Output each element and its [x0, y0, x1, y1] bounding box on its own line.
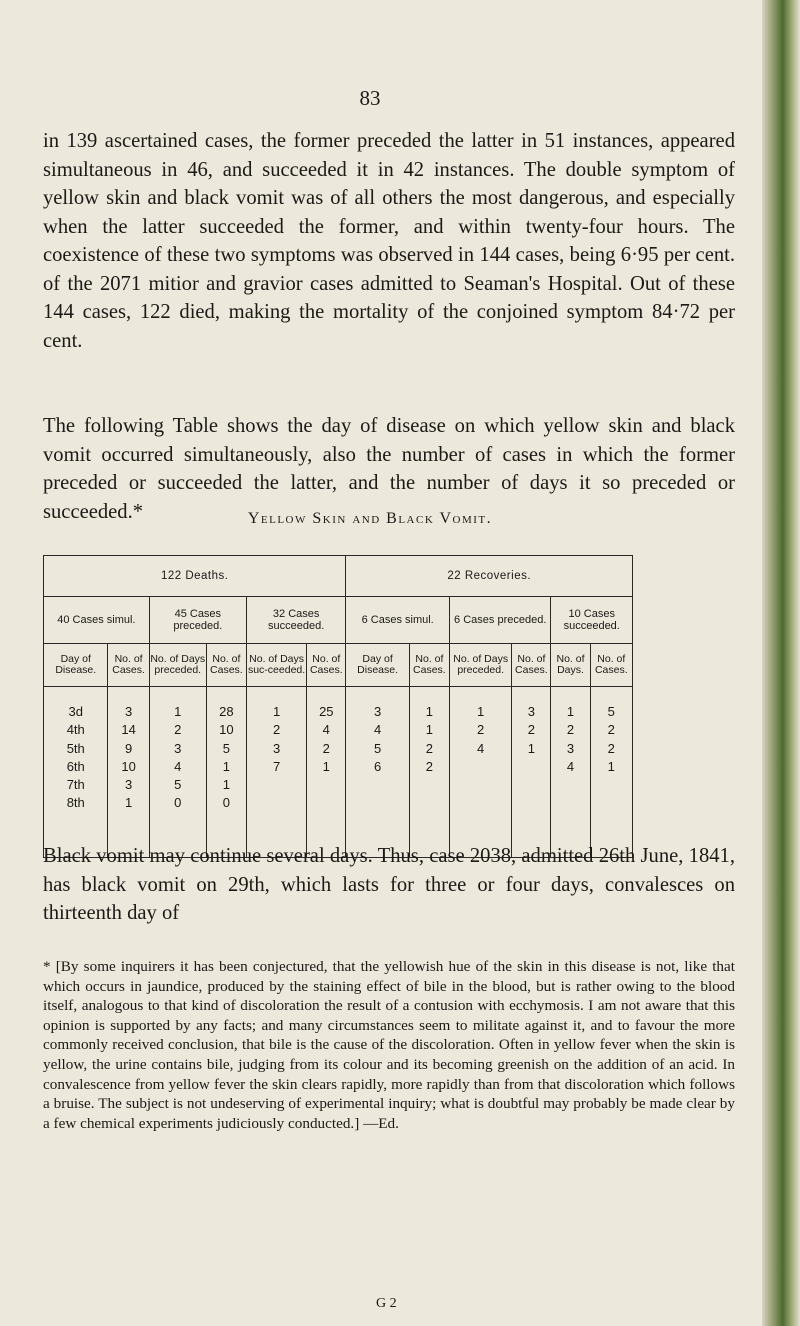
column-header: Day of Disease.: [346, 644, 409, 687]
table-title: Yellow Skin and Black Vomit.: [247, 510, 493, 527]
table-cell: 4: [373, 722, 382, 738]
table-cell: 4: [477, 740, 485, 756]
table-cell: 14: [121, 722, 136, 738]
table-cell: 10: [121, 758, 136, 774]
column-header: No. of Cases.: [206, 644, 246, 687]
table-cell: 8th: [66, 795, 85, 811]
column-header: No. of Days preceded.: [149, 644, 206, 687]
table-cell: 28: [219, 704, 234, 719]
column-header: Day of Disease.: [44, 644, 108, 687]
yellow-skin-black-vomit-table: [43, 555, 633, 858]
table-cell: 5th: [66, 740, 85, 756]
table-cell: 2: [425, 758, 434, 774]
subgroup-header: 40 Cases simul.: [44, 597, 150, 644]
table-cell: 3: [124, 704, 133, 719]
page-number: 83: [359, 86, 381, 110]
table-column-cells: [551, 687, 590, 858]
table-column-cells: [512, 687, 551, 858]
table-cell: 5: [373, 740, 382, 756]
subgroup-header: 10 Cases succeeded.: [551, 597, 633, 644]
paragraph-table-intro: The following Table shows the day of disease on which yellow skin and black vomit occurred simultaneously, also the number of cases in which the former preceded or succeeded the latter, and the number of days it so preceded or succeeded.*: [43, 415, 735, 523]
table-cell: 1: [607, 758, 615, 774]
table-column-cells: [449, 687, 511, 858]
column-header: No. of Cases.: [409, 644, 449, 687]
subgroup-header: 45 Cases preceded.: [149, 597, 246, 644]
table-cell: 2: [566, 722, 575, 738]
table-cell: 1: [272, 704, 281, 719]
table-column-cells: [590, 687, 632, 858]
table-column-cells: [409, 687, 449, 858]
table-cell: 7th: [66, 777, 85, 793]
table-cell: 9: [124, 740, 133, 756]
table-column-cells: [44, 687, 108, 858]
table-cell: 0: [222, 795, 230, 811]
subgroup-header: 32 Cases succeeded.: [246, 597, 345, 644]
table-cell: 6: [373, 758, 382, 774]
subgroup-header: 6 Cases simul.: [346, 597, 450, 644]
table-cell: 1: [425, 722, 434, 738]
table-column-cells: [206, 687, 246, 858]
paragraph-black-vomit: Black vomit may continue several days. Thus, case 2038, admitted 26th June, 1841, has black vomit on 29th, which lasts for three or four days, convalesces on thirteenth day of: [43, 845, 735, 924]
table-cell: 2: [272, 722, 281, 738]
table-cell: 5: [174, 777, 182, 793]
table-cell: 4th: [66, 722, 85, 738]
table-cell: 4: [174, 758, 182, 774]
column-header: No. of Cases.: [590, 644, 632, 687]
table-cell: 1: [477, 704, 485, 719]
table-cell: 3: [527, 704, 536, 719]
paragraph-intro: in 139 ascertained cases, the former preceded the latter in 51 instances, appeared simultaneous in 46, and succeeded it in 42 instances. The double symptom of yellow skin and black vomit was of all others the most dangerous, and especially when the latter succeeded the former, and within twenty-four hours. The coexistence of these two symptoms was observed in 144 cases, being 6·95 per cent. of the 2071 mitior and gravior cases admitted to Seaman's Hospital. Out of these 144 cases, 122 died, making the mortality of the conjoined symptom 84·72 per cent.: [43, 130, 735, 352]
table-cell: 2: [527, 722, 536, 738]
column-header: No. of Cases.: [512, 644, 551, 687]
table-column-cells: [108, 687, 149, 858]
table-cell: 3: [174, 740, 182, 756]
column-header: No. of Cases.: [307, 644, 346, 687]
column-header: No. of Days suc-ceeded.: [246, 644, 306, 687]
table-column-cells: [307, 687, 346, 858]
column-header: No. of Cases.: [108, 644, 149, 687]
table-cell: 2: [607, 722, 615, 738]
table-cell: 1: [174, 704, 182, 719]
table-cell: 7: [272, 758, 281, 774]
table-cell: 1: [425, 704, 434, 719]
table-cell: 1: [124, 795, 133, 811]
table-cell: 5: [222, 740, 230, 756]
signature-mark: G 2: [376, 1296, 397, 1311]
table-cell: 4: [322, 722, 330, 738]
table-cell: 1: [222, 777, 230, 793]
footnote: * [By some inquirers it has been conjectured, that the yellowish hue of the skin in this disease is not, like that which occurs in jaundice, produced by the staining effect of bile in the blood, but is rather owing to the blood itself, analogous to that kind of discoloration the result of a contusion with ecchymosis. I am not aware that this opinion is supported by any facts; and many circumstances seem to militate against it, and to favour the more commonly received conclusion, that bile is the cause of the discoloration. Often in yellow fever when the skin is yellow, the urine contains bile, judging from its colour and its becoming greenish on the addition of an acid. In convalescence from yellow fever the skin clears rapidly, more rapidly than from that discoloration which follows a bruise. The subject is not undeserving of experimental inquiry; what is doubtful may probably be made clear by a few chemical experiments judiciously conducted.] —Ed.: [43, 958, 735, 1132]
column-header: No. of Days preceded.: [449, 644, 511, 687]
table-cell: 2: [322, 740, 330, 756]
group-recoveries: 22 Recoveries.: [346, 556, 633, 597]
table-cell: 1: [222, 758, 230, 774]
table-cell: 5: [607, 704, 615, 719]
table-cell: 3: [373, 704, 382, 719]
table-cell: 2: [425, 740, 434, 756]
table-cell: 3d: [68, 704, 83, 719]
table-cell: 2: [607, 740, 615, 756]
table-cell: 3: [566, 740, 575, 756]
table-cell: 4: [566, 758, 575, 774]
table-cell: 2: [477, 722, 485, 738]
table-cell: 10: [219, 722, 234, 738]
table-cell: 6th: [66, 758, 85, 774]
table-column-cells: [149, 687, 206, 858]
subgroup-header: 6 Cases preceded.: [449, 597, 550, 644]
table-cell: 25: [319, 704, 334, 719]
table-cell: 1: [322, 758, 330, 774]
table-cell: 1: [527, 740, 536, 756]
table-cell: 0: [174, 795, 182, 811]
table-cell: 3: [124, 777, 133, 793]
group-deaths: 122 Deaths.: [44, 556, 346, 597]
table-column-cells: [346, 687, 409, 858]
table-cell: 1: [566, 704, 575, 719]
book-edge-decoration: [762, 0, 800, 1326]
table-cell: 3: [272, 740, 281, 756]
table-column-cells: [246, 687, 306, 858]
column-header: No. of Days.: [551, 644, 590, 687]
table-cell: 2: [174, 722, 182, 738]
